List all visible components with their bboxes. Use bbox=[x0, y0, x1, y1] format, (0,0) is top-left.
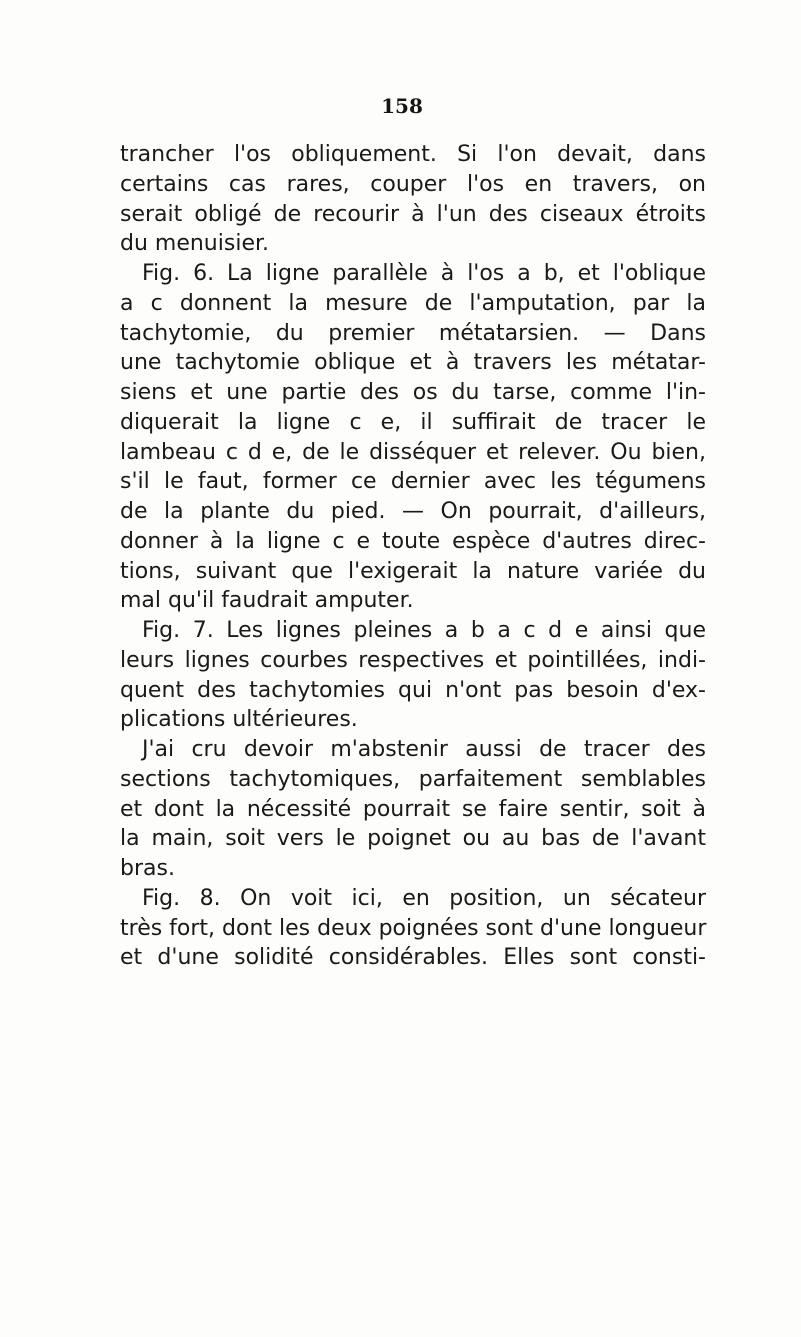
text-line: Fig. 6. La ligne parallèle à l'os a b, et l'oblique bbox=[142, 261, 706, 286]
text-line: tachytomie, du premier métatarsien. — Dans bbox=[120, 320, 706, 346]
text-line: tions, suivant que l'exigerait la nature variée du bbox=[120, 558, 706, 584]
body-text bbox=[120, 140, 706, 973]
text-line: serait obligé de recourir à l'un des ciseaux étroits bbox=[120, 201, 706, 227]
text-line: une tachytomie oblique et à travers les métatar- bbox=[120, 350, 706, 376]
text-line: plications ultérieures. bbox=[120, 707, 358, 733]
text-line: bras. bbox=[120, 856, 175, 881]
text-line: quent des tachytomies qui n'ont pas besoin d'ex- bbox=[120, 677, 706, 703]
text-line: du menuisier. bbox=[120, 231, 269, 257]
text-line: très fort, dont les deux poignées sont d'une longueur bbox=[120, 915, 707, 941]
text-line: lambeau c d e, de le disséquer et relever. Ou bien, bbox=[120, 439, 706, 465]
text-line: siens et une partie des os du tarse, comme l'in- bbox=[120, 380, 706, 405]
text-line: de la plante du pied. — On pourrait, d'ailleurs, bbox=[120, 499, 706, 524]
text-line: s'il le faut, former ce dernier avec les tégumens bbox=[120, 469, 706, 495]
text-line: et d'une solidité considérables. Elles sont consti- bbox=[120, 945, 706, 971]
text-line: leurs lignes courbes respectives et pointillées, indi- bbox=[120, 647, 706, 673]
text-line: donner à la ligne c e toute espèce d'autres direc- bbox=[120, 528, 706, 554]
text-line: et dont la nécessité pourrait se faire sentir, soit à bbox=[120, 796, 706, 822]
text-line: J'ai cru devoir m'abstenir aussi de tracer des bbox=[142, 737, 706, 762]
text-line: certains cas rares, couper l'os en travers, on bbox=[120, 171, 706, 197]
text-line: Fig. 8. On voit ici, en position, un sécateur bbox=[142, 885, 706, 911]
text-line: mal qu'il faudrait amputer. bbox=[120, 588, 414, 614]
text-line: diquerait la ligne c e, il suffirait de tracer le bbox=[120, 409, 706, 435]
text-line: la main, soit vers le poignet ou au bas de l'avant bbox=[120, 826, 706, 852]
text-line: trancher l'os obliquement. Si l'on devait, dans bbox=[120, 142, 706, 167]
text-line: Fig. 7. Les lignes pleines a b a c d e ainsi que bbox=[142, 618, 706, 643]
page-number: 158 bbox=[381, 94, 423, 118]
text-line: a c donnent la mesure de l'amputation, par la bbox=[120, 290, 706, 316]
text-line: sections tachytomiques, parfaitement semblables bbox=[120, 766, 706, 792]
